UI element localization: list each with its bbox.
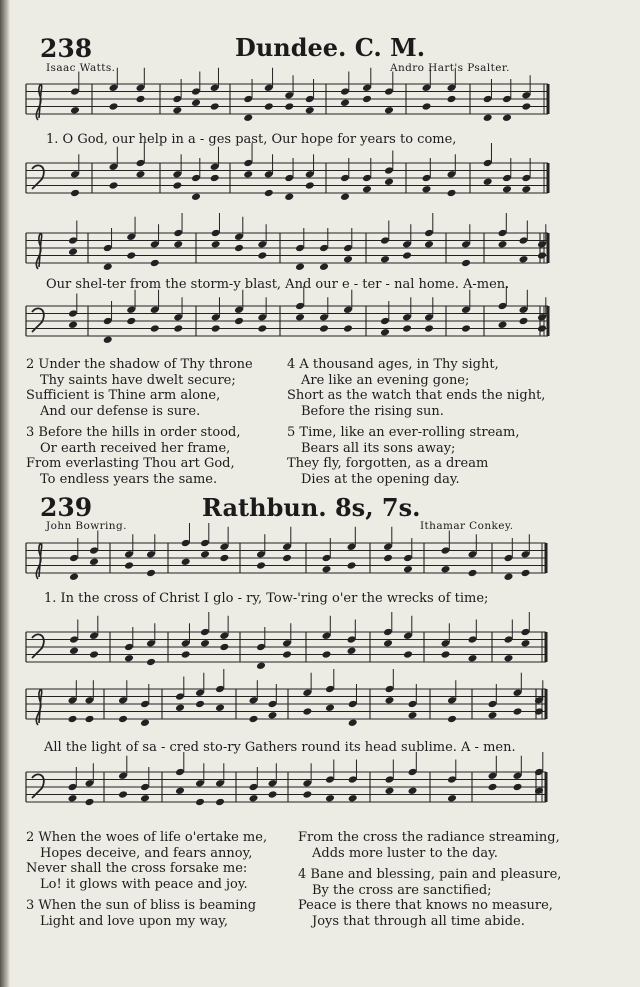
verse-line: Adds more luster to the day. <box>312 845 498 861</box>
tune-name: Rathbun. <box>202 493 327 522</box>
verse-line: 4 A thousand ages, in Thy sight, <box>287 357 499 372</box>
verse-line: From everlasting Thou art God, <box>26 456 235 471</box>
verse-line: Lo! it glows with peace and joy. <box>40 876 248 892</box>
verse-line: Are like an evening gone; <box>301 372 470 388</box>
verse-line: Before the rising sun. <box>301 403 444 419</box>
lyrics-line: 1. In the cross of Christ I glo - ry, Tow-'ring o'er the wrecks of time; <box>44 591 489 606</box>
verse-line: 5 Time, like an ever-rolling stream, <box>287 425 520 440</box>
note-head <box>268 790 278 799</box>
verse-line: Joys that through all time abide. <box>312 913 525 929</box>
tune-name: Dundee. <box>235 33 347 62</box>
verse-column-left <box>26 830 296 929</box>
hymn-author: Isaac Watts. <box>46 62 116 74</box>
note-head <box>348 794 358 803</box>
verse-line: By the cross are sanctified; <box>312 882 492 898</box>
note-head <box>513 783 523 792</box>
note-head <box>215 798 225 807</box>
verse-line: Bears all its sons away; <box>301 440 456 456</box>
note-head <box>302 790 312 799</box>
verse-line: Or earth received her frame, <box>40 440 231 456</box>
verse-line: 3 When the sun of bliss is beaming <box>26 898 257 913</box>
note-head <box>408 786 418 795</box>
verse-line: Peace is there that knows no measure, <box>298 898 553 913</box>
note-head <box>140 794 150 803</box>
note-head <box>195 798 205 807</box>
hymn-composer: Andro Hart's Psalter. <box>390 62 510 74</box>
verse-line: And our defense is sure. <box>40 403 201 419</box>
verse-line: They fly, forgotten, as a dream <box>287 456 489 471</box>
hymn-composer: Ithamar Conkey. <box>420 520 514 532</box>
verse-line: Short as the watch that ends the night, <box>287 388 546 403</box>
verse-column-right <box>298 830 598 929</box>
note-head <box>249 794 259 803</box>
verse-line: From the cross the radiance streaming, <box>298 830 560 845</box>
tune-meter: C. M. <box>354 33 426 62</box>
note-head <box>118 790 128 799</box>
verse <box>298 867 598 929</box>
note-head <box>325 794 335 803</box>
note-head <box>68 794 78 803</box>
lyrics-line: 1. O God, our help in a - ges past, Our hope for years to come, <box>46 132 457 147</box>
hymn-author: John Bowring. <box>46 520 127 532</box>
lyrics-line: All the light of sa - cred sto-ry Gathers round its head sublime. A - men. <box>44 740 516 755</box>
verse-line: Light and love upon my way, <box>40 913 229 929</box>
verse-line: 4 Bane and blessing, pain and pleasure, <box>298 867 562 882</box>
hymn-number: 239 <box>40 493 93 522</box>
verse-line: Thy saints have dwelt secure; <box>40 372 236 388</box>
note-head <box>85 798 95 807</box>
verse-line: To endless years the same. <box>40 471 218 487</box>
verse-line: 2 Under the shadow of Thy throne <box>26 357 253 372</box>
note-head <box>385 786 395 795</box>
tune-meter: 8s, 7s. <box>334 493 421 522</box>
verse <box>26 830 296 892</box>
verse <box>26 898 296 929</box>
verse-line: 3 Before the hills in order stood, <box>26 425 241 440</box>
verse-line: 2 When the woes of life o'ertake me, <box>26 830 268 845</box>
verse <box>298 830 598 861</box>
note-head <box>447 794 457 803</box>
verse-line: Hopes deceive, and fears annoy, <box>40 845 253 861</box>
note-head <box>175 786 185 795</box>
verse-line: Never shall the cross forsake me: <box>26 861 248 876</box>
verse-line: Dies at the opening day. <box>301 471 460 487</box>
lyrics-line: Our shel-ter from the storm-y blast, And our e - ter - nal home. A-men. <box>46 277 510 292</box>
note-head <box>488 783 498 792</box>
verse-line: Sufficient is Thine arm alone, <box>26 388 221 403</box>
hymn-number: 238 <box>40 34 93 63</box>
